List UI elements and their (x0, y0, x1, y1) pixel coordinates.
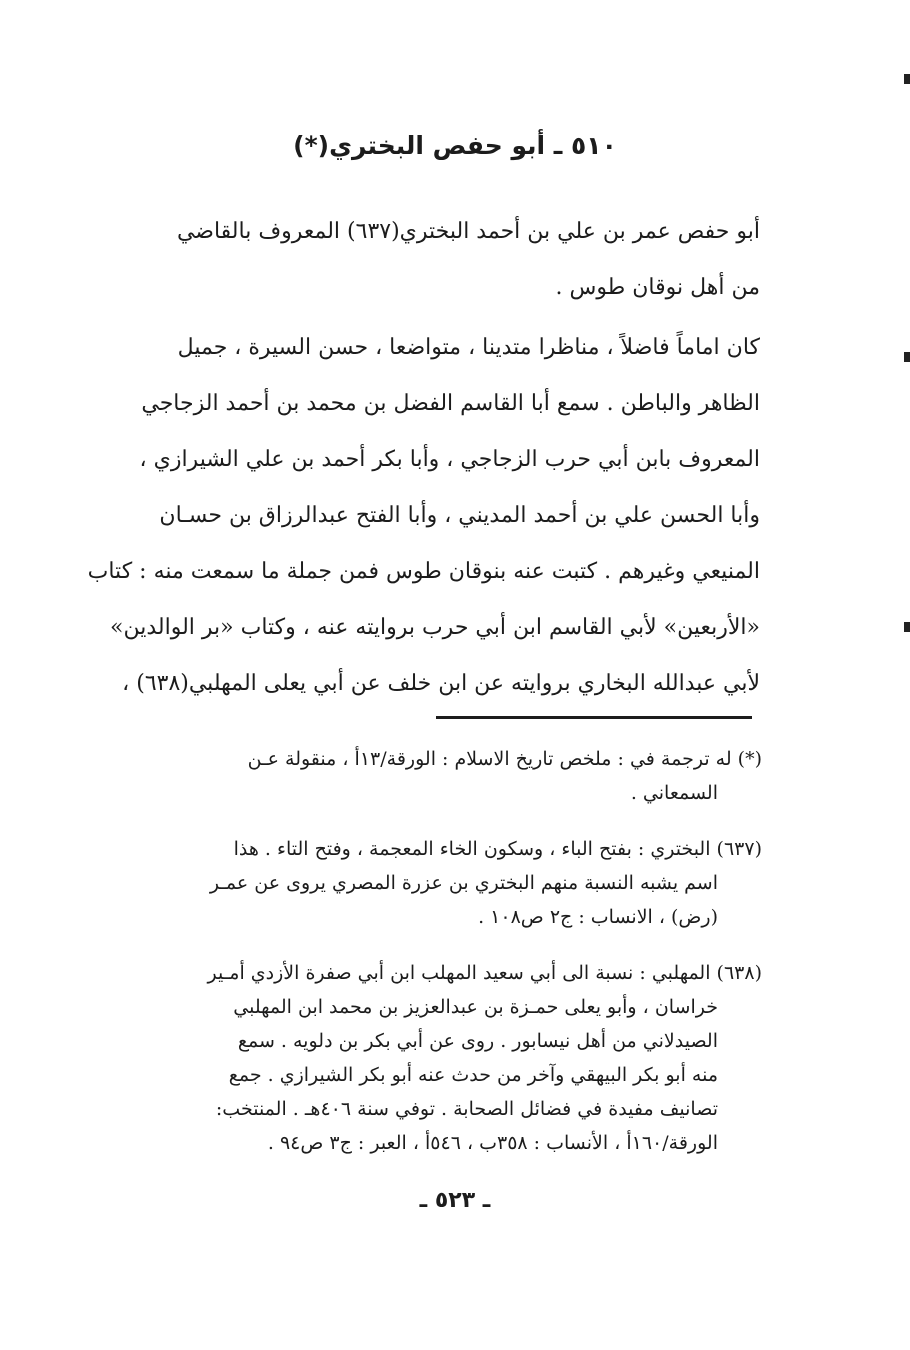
footnote-line: تصانيف مفيدة في فضائل الصحابة . توفي سنة ٤٠٦هـ . المنتخب: (215, 1098, 718, 1120)
footnote-star (100, 742, 762, 810)
footnote-638 (100, 956, 762, 1160)
footnote-line: (*) له ترجمة في : ملخص تاريخ الاسلام : الورقة/١٣أ ، منقولة عـن (247, 748, 762, 770)
biography-paragraph (87, 320, 760, 712)
scan-edge-mark (904, 622, 910, 632)
body-line: وأبا الحسن علي بن أحمد المديني ، وأبا الفتح عبدالرزاق بن حسـان (159, 503, 760, 528)
page-number: ـ ٥٢٣ ـ (419, 1188, 491, 1213)
entry-heading: ٥١٠ ـ أبو حفص البختري(*) (293, 131, 617, 160)
footnotes (100, 742, 762, 1182)
footnote-line: (٦٣٨) المهلبي : نسبة الى أبي سعيد المهلب ابن أبي صفرة الأزدي أمـير (207, 962, 762, 984)
scan-edge-mark (904, 74, 910, 84)
body-line: المنيعي وغيرهم . كتبت عنه بنوقان طوس فمن جملة ما سمعت منه : كتاب (87, 559, 760, 584)
footnote-line: السمعاني . (630, 782, 718, 804)
body-line: لأبي عبدالله البخاري بروايته عن ابن خلف عن أبي يعلى المهلبي(٦٣٨) ، (122, 671, 760, 696)
scan-edge-mark (904, 352, 910, 362)
footnote-line: الورقة/١٦٠أ ، الأنساب : ٣٥٨ب ، ٥٤٦أ ، العبر : ج٣ ص٩٤ . (267, 1132, 718, 1154)
footnote-line: (٦٣٧) البختري : بفتح الباء ، وسكون الخاء المعجمة ، وفتح التاء . هذا (233, 838, 762, 860)
footnote-line: (رض) ، الانساب : ج٢ ص١٠٨ . (478, 906, 718, 928)
footnote-line: خراسان ، وأبو يعلى حمـزة بن عبدالعزيز بن محمد ابن المهلبي (233, 996, 718, 1018)
body-line: كان اماماً فاضلاً ، مناظرا متدينا ، متواضعا ، حسن السيرة ، جميل (177, 335, 760, 360)
footnote-separator (436, 716, 752, 719)
intro-paragraph (100, 204, 760, 316)
footnote-line: الصيدلاني من أهل نيسابور . روى عن أبي بكر بن دلويه . سمع (237, 1030, 718, 1052)
intro-line: أبو حفص عمر بن علي بن أحمد البختري(٦٣٧) المعروف بالقاضي (176, 219, 760, 244)
body-line: المعروف بابن أبي حرب الزجاجي ، وأبا بكر أحمد بن علي الشيرازي ، (139, 447, 760, 472)
footnote-line: منه أبو بكر البيهقي وآخر من حدث عنه أبو بكر الشيرازي . جمع (228, 1064, 718, 1086)
footnote-line: اسم يشبه النسبة منهم البختري بن عزرة المصري يروى عن عمـر (209, 872, 718, 894)
intro-line: من أهل نوقان طوس . (555, 275, 760, 300)
footnote-637 (100, 832, 762, 934)
body-line: الظاهر والباطن . سمع أبا القاسم الفضل بن محمد بن أحمد الزجاجي (141, 391, 760, 416)
body-line: «الأربعين» لأبي القاسم ابن أبي حرب بروايته عنه ، وكتاب «بر الوالدين» (110, 615, 760, 640)
